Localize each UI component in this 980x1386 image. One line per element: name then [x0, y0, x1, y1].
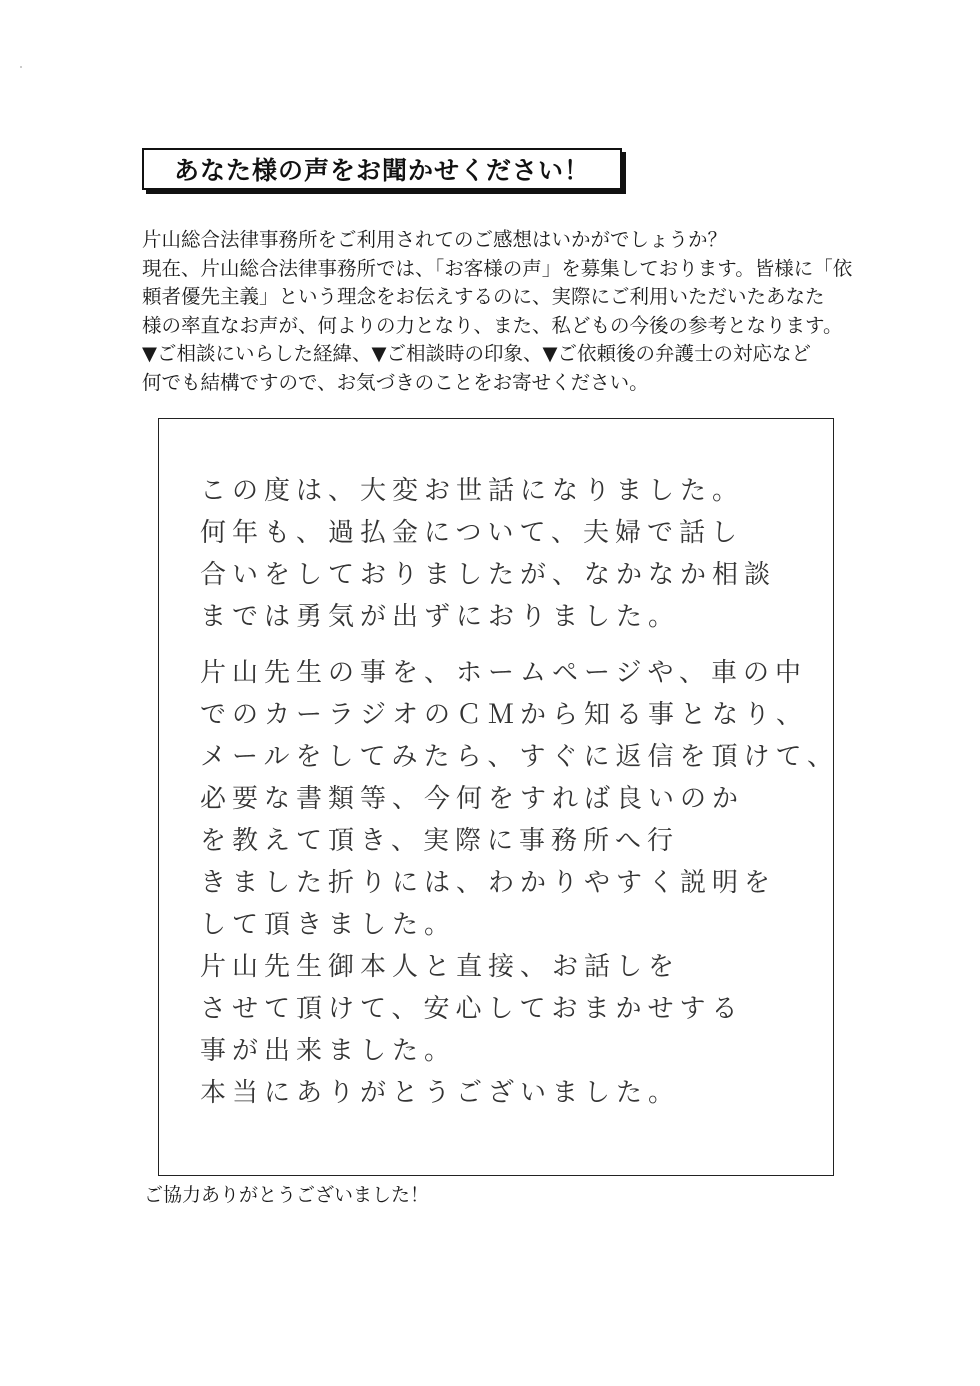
intro-line: 様の率直なお声が、何よりの力となり、また、私どもの今後の参考となります。: [142, 313, 843, 337]
title-banner: [142, 148, 622, 190]
intro-line: ▼ご相談にいらした経緯、▼ご相談時の印象、▼ご依頼後の弁護士の対応など: [142, 342, 811, 366]
handwritten-comment: [200, 470, 839, 1114]
handwritten-line: でのカーラジオのＣＭから知る事となり、: [200, 700, 809, 730]
intro-text: [142, 226, 854, 398]
handwritten-line: 何年も、過払金について、夫婦で話し: [200, 518, 743, 548]
handwritten-line: 必要な書類等、今何をすれば良いのか: [200, 784, 745, 814]
handwritten-line: メールをしてみたら、すぐに返信を頂けて、: [200, 742, 839, 772]
intro-line: 片山総合法律事務所をご利用されてのご感想はいかがでしょうか？: [142, 228, 728, 251]
handwritten-line: 本当にありがとうございました。: [200, 1078, 681, 1108]
handwritten-line: して頂きました。: [200, 910, 457, 940]
intro-line: 何でも結構ですので、お気づきのことをお寄せください。: [142, 370, 649, 394]
handwritten-line: を教えて頂き、実際に事務所へ行: [200, 826, 679, 856]
handwritten-line: 片山先生の事を、ホームページや、車の中: [200, 658, 807, 688]
footer-thanks: ご協力ありがとうございました！: [144, 1184, 430, 1206]
intro-line: 現在、片山総合法律事務所では、「お客様の声」を募集しております。皆様に「依: [142, 256, 853, 280]
page-title: あなた様の声をお聞かせください！: [173, 156, 590, 185]
handwritten-line: 事が出来ました。: [200, 1036, 457, 1066]
handwritten-line: この度は、大変お世話になりました。: [200, 476, 745, 506]
intro-line: 頼者優先主義」という理念をお伝えするのに、実際にご利用いただいたあなた: [142, 285, 825, 309]
handwritten-line: 片山先生御本人と直接、お話しを: [200, 952, 681, 982]
handwritten-line: させて頂けて、安心しておまかせする: [200, 994, 744, 1024]
scan-speck: [20, 66, 22, 68]
handwritten-line: 合いをしておりましたが、なかなか相談: [200, 560, 777, 590]
handwritten-line: までは勇気が出ずにおりました。: [200, 602, 681, 632]
handwritten-line: きました折りには、わかりやすく説明を: [200, 868, 777, 898]
